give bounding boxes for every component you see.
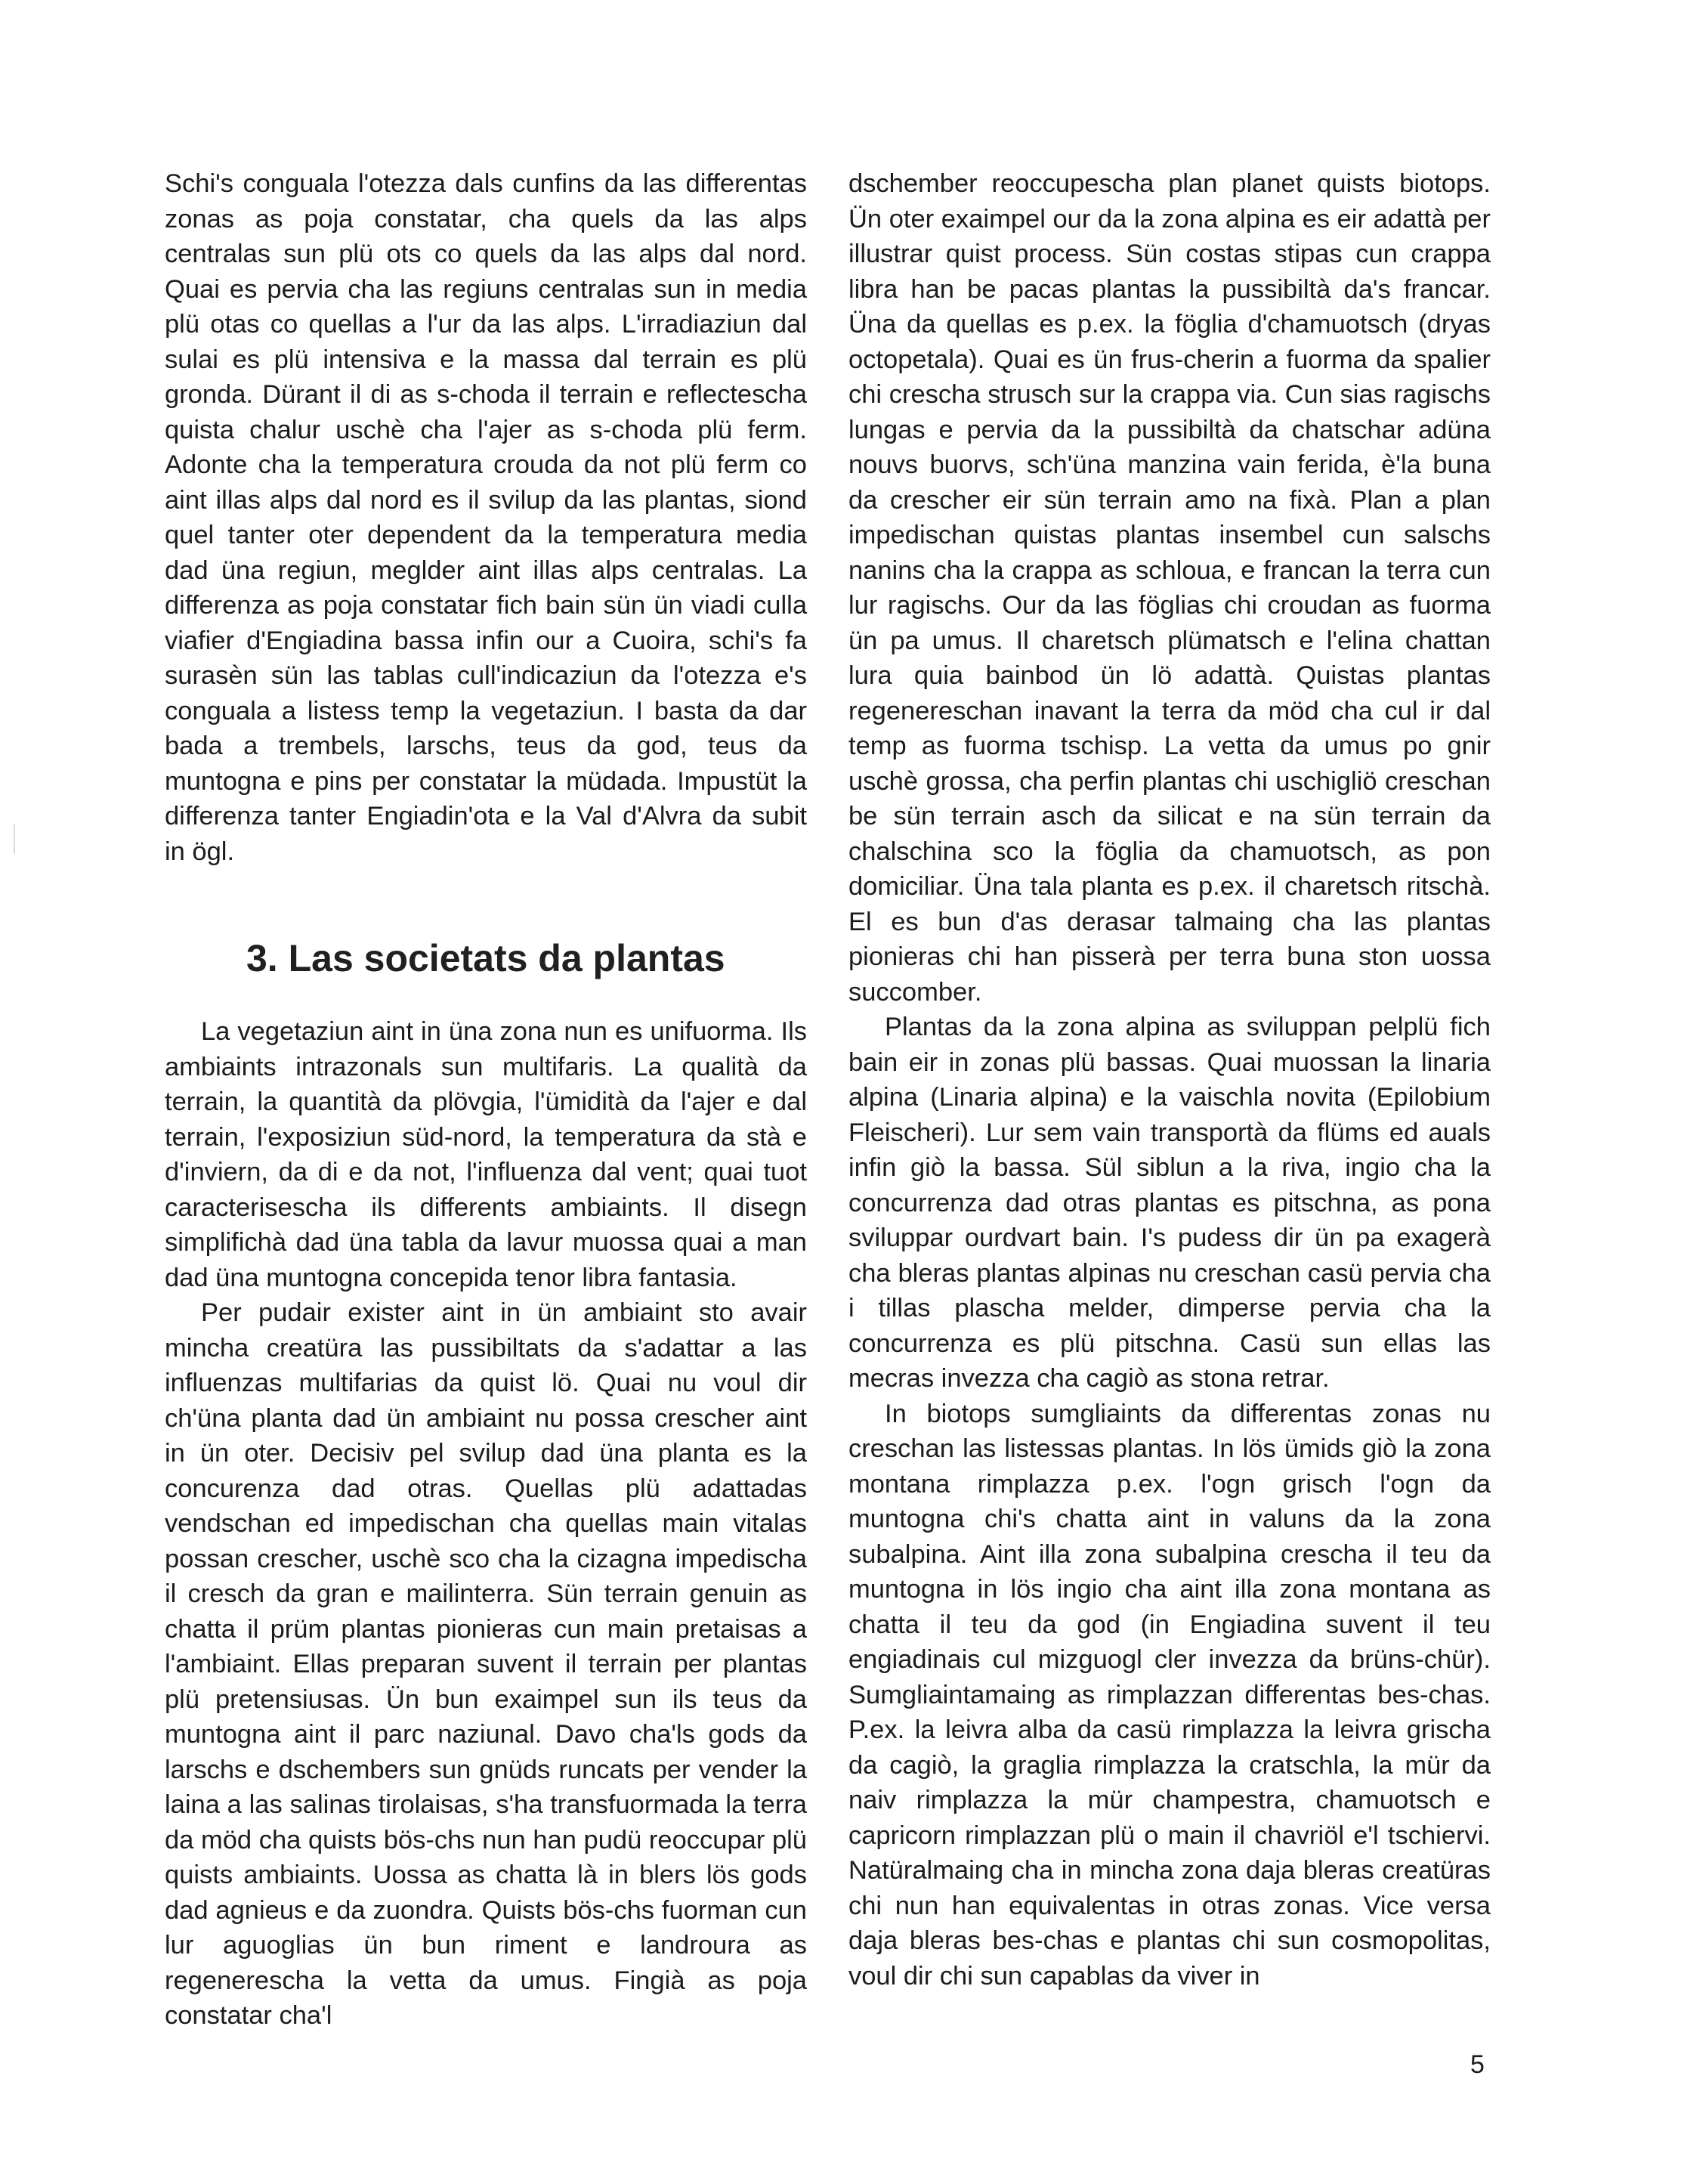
right-column [848,166,1491,1994]
scan-mark [14,824,15,854]
left-paragraph-2: La vegetaziun aint in üna zona nun es unifuorma. Ils ambiaints intrazonals sun multifaris. La qualità da terrain, la quantità da plövgia, l'ümidità da l'ajer e dal terrain, l'exposiziun süd-nord, la temperatura da stà e d'inviern, da di e da not, l'influenza dal vent; quai tuot caracterisescha ils differents ambiaints. Il disegn simplifichà dad üna tabla da lavur muossa quai a man dad üna muntogna concepida tenor libra fantasia. [165,1017,807,1292]
section-heading: 3. Las societats da plantas [246,937,725,979]
right-paragraph-2: Plantas da la zona alpina as sviluppan pelplü fich bain eir in zonas plü bassas. Quai muossan la linaria alpina (Linaria alpina) e la vaischla novita (Epilobium Fleischeri). Lur sem vain transportà da flüms ed auals infin giò la bassa. Sül siblun a la riva, ingio cha la concurrenza dad otras plantas es pitschna, as pona sviluppar ourdvart bain. I's pudess dir ün pa exagerà cha bleras plantas alpinas nu creschan casü pervia cha i tillas plascha melder, dimperse pervia cha la concurrenza es plü pitschna. Casü sun ellas las mecras invezza cha cagiò as stona retrar. [848,1013,1491,1393]
left-column [165,166,807,2034]
right-paragraph-3: In biotops sumgliaints da differentas zonas nu creschan las listessas plantas. In lös ümids giò la zona montana rimplazza p.ex. l'ogn grisch l'ogn da muntogna chi's chatta aint in valuns da la zona subalpina. Aint illa zona subalpina crescha il teu da muntogna in lös ingio cha aint illa zona montana as chatta il teu da god (in Engiadina suvent il teu engiadinais cul mizguogl cler invezza da brüns-chür). Sumgliaintamaing as rimplazzan differentas bes-chas. P.ex. la leivra alba da casü rimplazza la leivra grischa da cagiò, la graglia rimplazza la cratschla, la mür da naiv rimplazza la mür champestra, chamuotsch e capricorn rimplazzan plü o main il chavriöl e'l tschiervi. Natüralmaing cha in mincha zona daja bleras creatüras chi nun han equivalentas in otras zonas. Vice versa daja bleras bes-chas e plantas chi sun cosmopolitas, voul dir chi sun capablas da viver in [848,1399,1491,1991]
right-paragraph-1: dschember reoccupescha plan planet quists biotops. Ün oter exaimpel our da la zona alpina es eir adattà per illustrar quist process. Sün costas stipas cun crappa libra han be pacas plantas la pussibiltà da's francar. Üna da quellas es p.ex. la föglia d'chamuotsch (dryas octopetala). Quai es ün frus-cherin a fuorma da spalier chi crescha strusch sur la crappa via. Cun sias ragischs lungas e pervia da la pussibiltà da chatschar adüna nouvs buorvs, sch'üna manzina vain ferida, è'la buna da crescher eir sün terrain amo na fixà. Plan a plan impedischan quistas plantas insembel cun salschs nanins cha la crappa as schloua, e francan la terra cun lur ragischs. Our da las föglias chi croudan as fuorma ün pa umus. Il charetsch plümatsch e l'elina chattan lura quia bainbod ün lö adattà. Quistas plantas regenereschan inavant la terra da möd cha cul ir dal temp as fuorma tschisp. La vetta da umus po gnir uschè grossa, cha perfin plantas chi uschigliö creschan be sün terrain asch da silicat e na sün terrain da chalschina sco la föglia da chamuotsch, as pon domiciliar. Üna tala planta es p.ex. il charetsch ritschà. El es bun d'as derasar talmaing cha las plantas pionieras chi han pisserà per terra buna ston uossa succomber. [848,169,1491,1007]
left-paragraph-1: Schi's conguala l'otezza dals cunfins da las differentas zonas as poja constatar, cha quels da las alps centralas sun plü ots co quels da las alps dal nord. Quai es pervia cha las regiuns centralas sun in media plü otas co quellas a l'ur da las alps. L'irradiaziun dal sulai es plü intensiva e la massa dal terrain es plü gronda. Dürant il di as s-choda il terrain e reflectescha quista chalur uschè cha l'ajer as s-choda plü ferm. Adonte cha la temperatura crouda da not plü ferm co aint illas alps dal nord es il svilup da las plantas, siond quel tanter oter dependent da la temperatura media dad üna regiun, meglder aint illas alps centralas. La differenza as poja constatar fich bain sün ün viadi culla viafier d'Engiadina bassa infin our a Cuoira, schi's fa surasèn sün las tablas cull'indicaziun da l'otezza e's conguala a listess temp la vegetaziun. I basta da dar bada a trembels, larschs, teus da god, teus da muntogna e pins per constatar la müdada. Impustüt la differenza tanter Engiadin'ota e la Val d'Alvra da subit in ögl. [165,169,807,866]
left-paragraph-3: Per pudair exister aint in ün ambiaint sto avair mincha creatüra las pussibiltats da s'adattar a las influenzas multifarias da quist lö. Quai nu voul dir ch'üna planta dad ün ambiaint nu possa crescher aint in ün oter. Decisiv pel svilup dad üna planta es la concurenza dad otras. Quellas plü adattadas vendschan ed impedischan cha quellas main vitalas possan crescher, uschè sco cha la cizagna impedischa il cresch da gran e mailinterra. Sün terrain genuin as chatta il prüm plantas pionieras cun main pretaisas a l'ambiaint. Ellas preparan suvent il terrain per plantas plü pretensiusas. Ün bun exaimpel sun ils teus da muntogna aint il parc naziunal. Davo cha'ls gods da larschs e dschembers sun gnüds runcats per vender la laina a las salinas tirolaisas, s'ha transfuormada la terra da möd cha quists bös-chs nun han pudü reoccupar plü quists ambiaints. Uossa as chatta là in blers lös gods dad agnieus e da zuondra. Quists bös-chs fuorman cun lur aguoglias ün bun riment e landroura as regenerescha la vetta da umus. Fingià as poja constatar cha'l [165,1298,807,2030]
page-number: 5 [1470,2050,1485,2079]
